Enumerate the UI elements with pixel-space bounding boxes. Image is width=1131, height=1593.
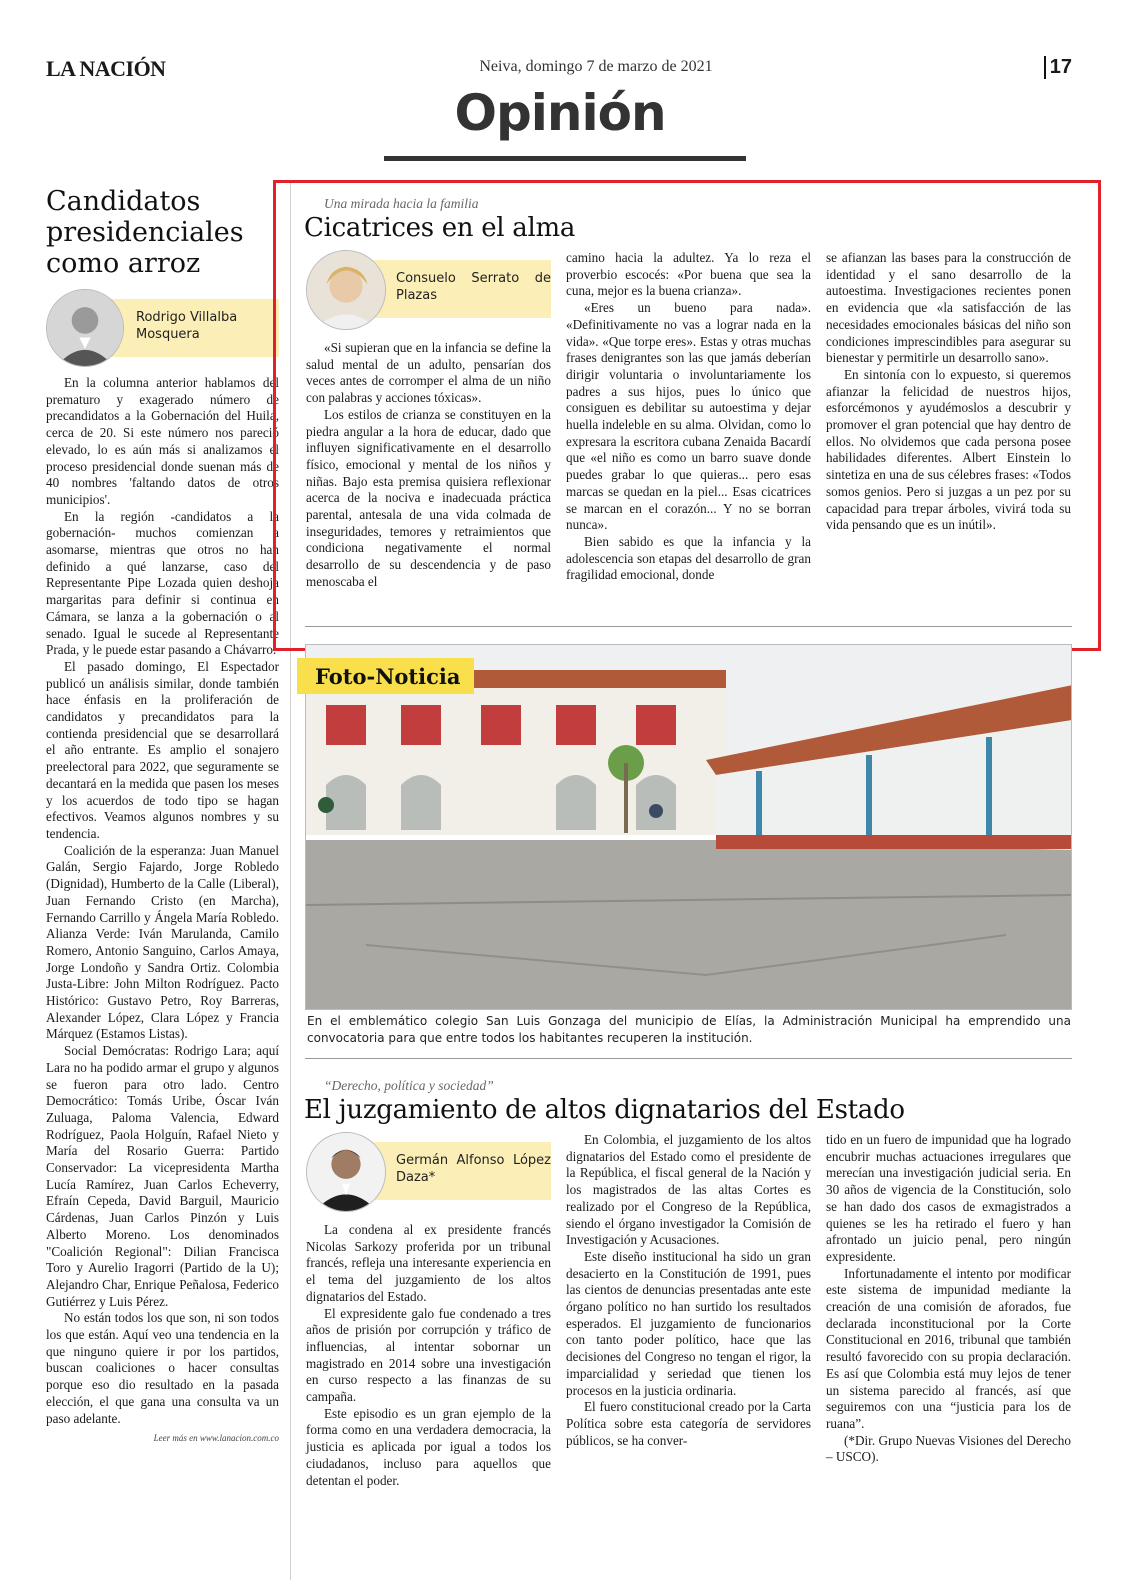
- paragraph: La condena al ex presidente francés Nicolas Sarkozy proferida por un tribunal francés, refleja una interesante experiencia en el tema del juzgamiento de los altos dignatarios del Estado.: [306, 1222, 551, 1304]
- author-byline: [46, 289, 279, 367]
- paragraph: se afianzan las bases para la construcción de identidad y el sano desarrollo de la autoestima. Investigaciones recientes ponen en evidencia que «la satisfacción de las necesidades emocionales básicas del niño son condiciones imprescindibles para asegurar su bienestar y permitirle un desarrollo sano».: [826, 250, 1071, 366]
- paragraph: Este episodio es un gran ejemplo de la forma como en una verdadera democracia, la justicia es aplicada por igual a todos los ciudadanos, incluso para aquellos que detentan el poder.: [306, 1405, 551, 1488]
- paragraph: Bien sabido es que la infancia y la adolescencia son etapas del desarrollo de gran fragilidad emocional, donde: [566, 533, 811, 583]
- article-column-2: [566, 1132, 811, 1449]
- paragraph: El pasado domingo, El Espectador publicó un análisis similar, donde también hace énfasis en la proliferación de candidatos y precandidatos para la contienda presidencial que se desarrollará el año entrante. Es amplio el sonajero preelectoral para 2022, que seguramente se decantará en la medida que pasen los meses y los acuerdos de todo tipo se hagan efectivos. Veamos algunos nombres y su tendencia.: [46, 658, 279, 841]
- paragraph: Social Demócratas: Rodrigo Lara; aquí Lara no ha podido armar el grupo y algunos se fueron para otro lado. Centro Democrático: Tomás Uribe, Óscar Iván Zuluaga, Paloma Valencia, Edward Rodríguez, Paola Holguín, Rafael Nieto y María del Rosario Guerra: Partido Conservador: La vicepresidenta Martha Lucía Ramírez, Juan Carlos Echeverry, Efraín Cepeda, David Barguil, Mauricio Cárdenas, Juan Carlos Pinzón y Luis Alberto Moreno. Los denominados "Coalición Regional": Dilian Francisca Toro y Aurelio Iragorri (Partido de la U); Alejandro Char, Enrique Peñalosa, Federico Gutiérrez y Luis Pérez.: [46, 1043, 279, 1309]
- paragraph: El expresidente galo fue condenado a tres años de prisión por corrupción y tráfico de influencias, al intentar sobornar un magistrado en 2014 sobre una investigación en curso respecto a las finanzas de su campaña.: [306, 1305, 551, 1405]
- article-column-1: [306, 250, 551, 591]
- paragraph: En Colombia, el juzgamiento de los altos dignatarios del Estado como el presidente de la República, el fiscal general de la Nación y los magistrados de las altas Cortes es realizado por el Congreso de la República, siendo el órgano investigador la Comisión de Investigación y Acusaciones.: [566, 1132, 811, 1248]
- paragraph: Los estilos de crianza se constituyen en la piedra angular a la hora de educar, dado que influyen significativamente en el desarrollo físico, emocional y mental de los niños y niñas. Bajo esta premisa quisiera reflexionar acerca de la nociva e inadecuada práctica parental, antesala de una vida colmada de inseguridades, temores y retraimientos que condiciona negativamente el normal desarrollo de su descendencia y de paso menoscaba el: [306, 406, 551, 589]
- article-body: [46, 375, 279, 1427]
- dateline: Neiva, domingo 7 de marzo de 2021: [479, 58, 713, 75]
- paragraph: tido en un fuero de impunidad que ha logrado encubrir muchas actuaciones irregulares que merecían una investigación judicial seria. En 30 años de vigencia de la Constitución, solo se han dado dos casos de exmagistrados a quienes se les ha retirado el fuero y han afrontado un juicio penal, pero ningún expresidente.: [826, 1132, 1071, 1264]
- masthead-logo[interactable]: LA NACIÓN: [46, 56, 166, 81]
- paragraph: El fuero constitucional creado por la Carta Política sobre esta categoría de servidores públicos, se ha conver-: [566, 1399, 811, 1448]
- paragraph: En la columna anterior hablamos del prematuro y exagerado número de precandidatos a la Gobernación del Huila, cerca de 20. Si este número nos pareció elevado, lo es aún más si analizamos el proceso presidencial donde suenan más de 40 nombres 'faltando datos de otros municipios'.: [46, 375, 279, 507]
- article-column-3: [826, 250, 1071, 534]
- paragraph: Infortunadamente el intento por modificar este sistema de impunidad mediante la creación de una comisión de aforados, fue declarada inconstitucional por la Corte Constitucional en 2016, tribunal que también resultó favorecido con su propia declaración. Es así que Colombia está muy lejos de tener un sistema parecido al francés, así que seguiremos con una “justicia para los de ruana”.: [826, 1265, 1071, 1431]
- photo-news-tag: Foto-Noticia: [297, 658, 474, 694]
- article-cicatrices: [304, 196, 1072, 589]
- author-name: Rodrigo Villalba Mosquera: [136, 310, 238, 342]
- author-photo: [306, 250, 386, 330]
- article-title: Candidatos presidenciales como arroz: [46, 186, 244, 279]
- article-kicker: “Derecho, política y sociedad”: [324, 1078, 494, 1093]
- article-kicker: Una mirada hacia la familia: [324, 196, 479, 211]
- author-photo: [46, 289, 124, 367]
- section-title: Opinión: [454, 84, 666, 142]
- article-title: El juzgamiento de altos dignatarios del Estado: [304, 1095, 905, 1125]
- article-divider: [305, 1058, 1072, 1059]
- news-photo[interactable]: [305, 644, 1072, 1010]
- paragraph: «Eres un bueno para nada». «Definitivamente no vas a lograr nada en la vida». «Que torpe eres». Estas y otras muchas frases denigrantes son las que jamás deberían dirigir voluntaria o involuntariamente los padres a sus hijos, pues lo único que consiguen es debilitar su autoestima y dejar huella indeleble en su alma. Olvidan, como lo expresara la escritora cubana Zenaida Bacardí que «el niño es como un barro suave donde puedes grabar lo que quieras... pero esas marcas se quedan en la piel... Esas cicatrices se marcan en el corazón... Y no se borran nunca».: [566, 300, 811, 533]
- article-column-2: [566, 250, 811, 584]
- paragraph: En la región -candidatos a la gobernación- muchos comienzan a asomarse, mientras que otros no han definido a qué lanzarse, caso del Representante Pipe Lozada quien deshoja margaritas para definir si continua en Cámara, se lanza a la gobernación o al senado. Igual le sucede al Representante Prada, y le puede estar pasando a Chávarro.: [46, 508, 279, 658]
- section-divider: [384, 156, 746, 161]
- column-divider: [290, 180, 291, 1580]
- paragraph: «Si supieran que en la infancia se define la salud mental de un adulto, pensarían dos veces antes de corromper el alma de un niño con palabras y acciones tóxicas».: [306, 340, 551, 406]
- page-header: [46, 56, 1086, 84]
- author-byline: [306, 1132, 551, 1210]
- author-byline: [306, 250, 551, 328]
- article-divider: [305, 626, 1072, 627]
- paragraph: En sintonía con lo expuesto, si queremos afianzar la felicidad de nuestros hijos, esforcémonos y ayudémoslos a descubrir y promover el gran potencial que hay dentro de ellos. No olvidemos que cada persona posee habilidades diferentes. Albert Einstein lo sintetiza en una de sus célebres frases: «Todos somos genios. Pero si juzgas a un pez por su capacidad para trepar árboles, vivirá toda su vida pensando que es un inútil».: [826, 366, 1071, 533]
- author-name: Consuelo Serrato de Plazas: [396, 271, 551, 303]
- article-column-3: [826, 1132, 1071, 1466]
- paragraph: (*Dir. Grupo Nuevas Visiones del Derecho – USCO).: [826, 1432, 1071, 1465]
- article-juzgamiento: [304, 1078, 1072, 1488]
- paragraph: Coalición de la esperanza: Juan Manuel Galán, Sergio Fajardo, Jorge Robledo (Dignidad), Humberto de la Calle (Liberal), Juan Fernando Cristo (en Marcha), Fernando Carrillo y Ángela María Robledo. Alianza Verde: Iván Marulanda, Camilo Romero, Antonio Sanguino, Carlos Amaya, Jorge Londoño y Sandra Ortiz. Colombia Justa-Libre: John Milton Rodríguez. Pacto Histórico: Gustavo Petro, Roy Barreras, Alexander López, Clara López y Francia Márquez (Estamos Listas).: [46, 842, 279, 1042]
- paragraph: camino hacia la adultez. Ya lo reza el proverbio escocés: «Por buena que sea la cuna, mejor es la buena crianza».: [566, 250, 811, 299]
- left-column-article: [46, 186, 279, 1443]
- photo-caption: En el emblemático colegio San Luis Gonzaga del municipio de Elías, la Administración Municipal ha emprendido una convocatoria para que entre todos los habitantes recuperen la institución.: [307, 1014, 1071, 1045]
- page-number: 17: [1044, 56, 1072, 79]
- author-name: Germán Alfonso López Daza*: [396, 1153, 551, 1185]
- article-title: Cicatrices en el alma: [304, 213, 576, 243]
- article-column-1: [306, 1132, 551, 1489]
- read-more-link[interactable]: Leer más en www.lanacion.com.co: [153, 1433, 279, 1444]
- paragraph: No están todos los que son, ni son todos los que están. Aquí veo una tendencia en la que ninguno quiere ir por los partidos, buscan coaliciones o hacer consultas porque eso dio resultado en la pasada elección, el que gana una consulta va un paso adelante.: [46, 1310, 279, 1426]
- paragraph: Este diseño institucional ha sido un gran desacierto en la Constitución de 1991, pues las cientos de denuncias presentadas ante este órgano político no han surtido los resultados esperados. El juzgamiento de funcionarios con tanto poder político, hace que las decisiones del Congreso no tengan el rigor, la imparcialidad y seriedad que tienen los procesos en la justicia ordinaria.: [566, 1248, 811, 1398]
- author-photo: [306, 1132, 386, 1212]
